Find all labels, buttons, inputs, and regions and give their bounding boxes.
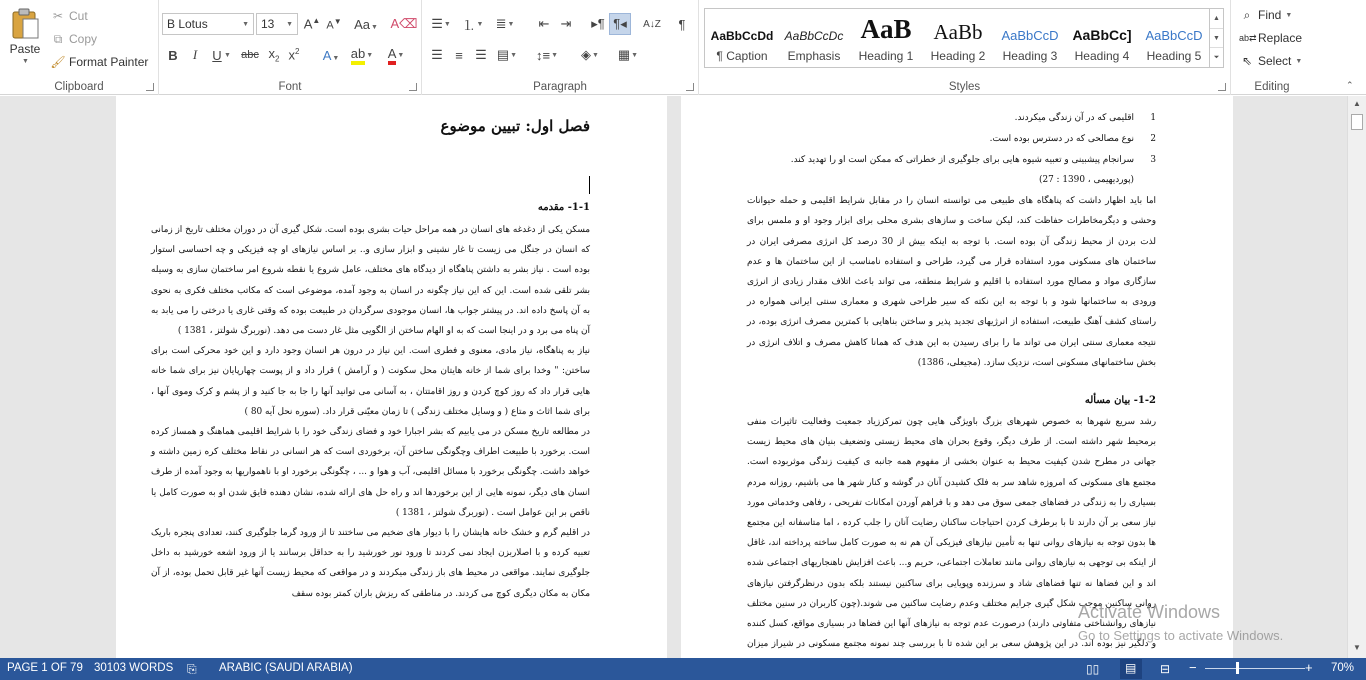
clipboard-group-label: Clipboard xyxy=(54,81,104,93)
activation-watermark-title: Activate Windows xyxy=(1078,602,1221,622)
clear-formatting-button[interactable] xyxy=(390,13,418,35)
replace-button[interactable] xyxy=(1239,31,1302,45)
paragraph: در اقلیم گرم و خشک خانه هایشان را با دیوار های ضخیم می ساختند تا از ورود گرما جلوگیری کنند، تعدادی پنجره باریک تعبیه کرده و با اصلاربزن ایجاد نمی کردند تا ورود نور خورشید را به حداقل برسانند یا از ورود اشعه خورشید به داخل جلوگیری نمایند. مواقعی در محیط های باز زندگی میکردند و در مواقعی که محیط زیست آنها غیر قابل تحمل بوده، از آن مکان به مکان دیگری کوچ می کردند. در مناطقی که ریزش باران کمتر بوده سقف xyxy=(151,528,590,599)
bold-icon: B xyxy=(168,47,178,63)
select-label: Select xyxy=(1258,54,1292,68)
paint-bucket-icon: ◈ xyxy=(581,47,592,62)
style-name: Heading 1 xyxy=(858,49,914,63)
style-preview: AaB xyxy=(860,14,912,44)
list-item xyxy=(747,150,1156,171)
status-bar xyxy=(0,658,1366,680)
scroll-up-icon[interactable]: ▲ xyxy=(1353,99,1361,108)
bold-button[interactable] xyxy=(162,44,184,66)
strikethrough-icon: abc xyxy=(241,49,259,61)
language-indicator[interactable]: ARABIC (SAUDI ARABIA) xyxy=(219,662,353,674)
numbering-icon: ⒈ xyxy=(462,17,476,33)
style-preview: AaBbCcDc xyxy=(784,29,844,43)
vertical-scrollbar[interactable] xyxy=(1347,96,1366,658)
list-text: سرانجام پیشبینی و تعبیه شیوه هایی برای جلوگیری از خطراتی که ممکن است او را تهدید کند. xyxy=(790,154,1134,165)
font-name-combo[interactable] xyxy=(162,13,254,35)
sort-button[interactable] xyxy=(641,13,663,35)
styles-scroll-down-icon[interactable]: ▼ xyxy=(1210,28,1223,47)
borders-icon: ▦ xyxy=(617,47,631,62)
paintbrush-icon: 🖌 xyxy=(50,55,66,69)
web-layout-icon[interactable]: ⊟ xyxy=(1160,662,1171,676)
scissors-icon: ✂ xyxy=(52,9,64,23)
multilevel-list-icon: ≣ xyxy=(495,16,507,31)
chevron-down-icon: ▼ xyxy=(1295,57,1303,65)
zoom-level[interactable]: 70% xyxy=(1331,662,1355,674)
list-item xyxy=(747,129,1156,150)
increase-indent-icon: ⇥ xyxy=(560,16,572,31)
show-marks-button[interactable] xyxy=(671,13,693,35)
style-preview: AaBbCc] xyxy=(1072,27,1132,43)
font-color-icon: A xyxy=(388,46,397,65)
eraser-icon: A⌫ xyxy=(390,16,418,31)
paste-label: Paste xyxy=(9,42,41,56)
style-heading-1[interactable] xyxy=(850,9,922,67)
list-number: 3 xyxy=(1150,154,1156,165)
cut-label: Cut xyxy=(69,9,88,23)
style-name: Heading 5 xyxy=(1146,49,1202,63)
numbering-button[interactable]: ⒈ ▼ xyxy=(458,13,488,35)
binoculars-icon: ⌕ xyxy=(1243,8,1251,22)
find-label: Find xyxy=(1258,8,1282,22)
collapse-ribbon-icon[interactable]: ⌃ xyxy=(1346,80,1354,90)
subscript-icon: $x_2$ xyxy=(268,46,280,64)
copy-icon: ⧉ xyxy=(53,32,63,46)
highlighter-icon: ab xyxy=(351,46,365,65)
line-spacing-icon: ↕≡ xyxy=(535,47,551,63)
bullets-icon: ☰ xyxy=(431,16,443,31)
font-size-combo[interactable] xyxy=(256,13,298,35)
italic-icon: I xyxy=(192,47,198,62)
chevron-down-icon: ▼ xyxy=(224,51,231,59)
multilevel-list-button[interactable]: ≣ ▼ xyxy=(495,16,515,31)
format-painter-label: Format Painter xyxy=(69,55,149,69)
underline-icon: U xyxy=(212,47,222,63)
styles-group-label: Styles xyxy=(948,81,981,93)
styles-launcher-icon[interactable] xyxy=(1218,83,1226,91)
print-layout-icon: ▤ xyxy=(1125,661,1137,675)
decrease-indent-icon: ⇤ xyxy=(538,16,550,31)
page-count[interactable]: PAGE 1 OF 79 xyxy=(7,662,83,674)
style-name: ¶ Caption xyxy=(716,49,768,63)
superscript-button[interactable] xyxy=(283,44,305,66)
text-cursor xyxy=(589,176,590,194)
font-launcher-icon[interactable] xyxy=(409,83,417,91)
align-center-button[interactable] xyxy=(448,44,470,66)
ltr-paragraph-icon: ▸¶ xyxy=(591,16,605,31)
find-button[interactable] xyxy=(1239,8,1292,22)
increase-indent-button[interactable] xyxy=(555,13,577,35)
copy-button[interactable] xyxy=(50,32,97,46)
chevron-down-icon: ▼ xyxy=(242,20,249,28)
style-heading-5[interactable] xyxy=(1138,9,1210,67)
paragraph: اما باید اظهار داشت که پناهگاه های طبیعی می توانسته انسان را در مقابل شرایط اقلیمی و حمله حیوانات وحشی و دیگرمخاطرات حفاظت کند، لیکن ساخت و سازهای بشری محلی برای ابزار وجود او و ملمس برای لذت بردن از محیط زندگی آن بوده است. با توجه به اینکه بیش از 30 درصد کل انرژی مصرفی ایران در ساختمان های مسکونی مورد استفاده قرار می گیرد، طراحی و استفاده نامناسب از این ساختمان ها و عدم سازگاری مواد و مصالح مورد استفاده با اقلیم و شرایط منطقه، می تواند باعث اتلاف مقدار زیادی از انرژی ورودی به ساختمانها شود و با توجه به این نکته که سیر طراحی شهری و معماری سنتی ایرانی همواره در راستای کشف آهنگ طبیعت، استفاده از انرژیهای تجدید پذیر و ساختن بناهایی با کمترین مصرف انرژی بوده، در نتیجه معماری سنتی ایران می تواند ما را برای رسیدن به این هدف که همانا کاهش مصرف و اتلاف انرژی در بخش ساختمانهای مسکونی است، نزدیک سازد. (مجیعلی، 1386) xyxy=(747,196,1156,368)
shrink-font-icon: A▼ xyxy=(326,16,342,32)
text-effects-button[interactable] xyxy=(317,44,345,66)
strikethrough-button[interactable] xyxy=(237,44,263,66)
cursor-icon: ⇖ xyxy=(1241,54,1253,68)
format-painter-button[interactable] xyxy=(50,55,148,69)
document-canvas xyxy=(0,96,1347,658)
align-center-icon: ≡ xyxy=(455,47,463,63)
style-name: Heading 4 xyxy=(1074,49,1130,63)
styles-scroll-up-icon[interactable]: ▲ xyxy=(1213,15,1220,22)
highlight-button[interactable]: ab ▼ xyxy=(347,44,377,66)
paragraph: رشد سریع شهرها به خصوص شهرهای بزرگ باویژگی هایی چون تمرکززیاد جمعیت وفعالیت تاثیرات منفی برمحیط شهر داشته است. از طرف دیگر، وقوع بحران های محیط زیستی وتضعیف بنیان های محیط زیست جهانی در مطرح شدن کیفیت محیط به عنوان بخشی از مفهوم همه جانبه ی کیفیت زندگی موثربوده است. مجتمع های مسکونی که امروزه شاهد سر به فلک کشیدن آنان در گوشه و کنار شهر ها می باشیم، روزانه مردم بسیاری را به زندگی در فضاهای جمعی سوق می دهد و با فراهم آوردن امکانات تفریحی ، رفاهی وخدماتی مورد نیاز سعی بر آن دارند تا با برطرف کردن احتیاجات ساکنان رضایت آنان را جلب کرده ، اما متاسفانه این مجتمع ها بدون توجه به نیازهای روانی تنها به تأمین نیازهای فیزیکی آن هم نه به صورت کامل ساخته پرداخته اند، غافل از اینکه بی توجهی به نیازهای روانی مانند تعاملات اجتماعی، حریم و... باعث افزایش ناهنجاریهای اجتماعی شده اند و این فضاها نه تنها فضاهای شاد و سرزنده وپویایی برای ساکنین نیستند بلکه بدون درنظرگرفتن نیازهای روانی ساکنین موجب شکل گیری جرایم مختلف وعدم رضایت ساکنین می شوند.(چون کاربران در سنین مختلف نیازهای روانشناختی متفاوتی دارند) درصورت عدم توجه به نیازهای آنها این فضاها در بسیاری مواقع، کسل کننده و دلگیر نیز بوده اند. در این پژوهش سعی بر این شده تا با بررسی چند نمونه مجتمع مسکونی در شیراز میزان xyxy=(747,417,1156,650)
citation: (پوردیهیمی ، 1390 : 27) xyxy=(1038,175,1134,186)
spacer xyxy=(747,373,1156,391)
editing-group-label: Editing xyxy=(1254,81,1290,93)
sort-icon: A↓Z xyxy=(643,18,661,30)
style-emphasis[interactable] xyxy=(778,9,850,67)
superscript-icon: $x^2$ xyxy=(288,47,300,63)
font-name-value: B Lotus xyxy=(167,17,208,31)
replace-label: Replace xyxy=(1258,31,1303,45)
paragraph-group-label: Paragraph xyxy=(533,81,587,93)
justify-button[interactable]: ▤ ▼ xyxy=(496,47,518,62)
paragraph-launcher-icon[interactable] xyxy=(686,83,694,91)
section-heading-intro: 1-1- مقدمه xyxy=(537,202,590,213)
paragraph: نیاز به پناهگاه، نیاز مادی، معنوی و فطری است. این نیاز در درون هر انسان وجود دارد و این خود محرکی است برای ساختن: " وخدا برای شما از خانه هایتان محل سکونت ( و آرامش ) قرار داد و از پوست چهارپایان نیز برای شما خانه هایی قرار داد که روز کوچ کردن و روز اقامتتان ، به آسانی می توانید آنها را جا به جا کنید و از پشم و کرک وموی آنها ، برای شما اثاث و متاع ( و وسایل مختلف زندگی ) تا زمان معیّنی قرار داد. (سوره نحل آیه 80 ) xyxy=(151,346,590,417)
italic-button[interactable] xyxy=(184,44,206,66)
font-group xyxy=(159,0,422,95)
style-heading-2[interactable] xyxy=(922,9,994,67)
section-heading-problem: 1-2- بیان مسأله xyxy=(1084,395,1156,407)
paste-button[interactable] xyxy=(6,6,44,65)
shading-button[interactable]: ◈ ▼ xyxy=(581,47,599,62)
page-2[interactable] xyxy=(681,96,1233,658)
scroll-down-icon[interactable]: ▼ xyxy=(1353,643,1361,652)
style-heading-3[interactable] xyxy=(994,9,1066,67)
font-color-button[interactable]: A ▼ xyxy=(381,44,411,66)
zoom-slider-thumb[interactable] xyxy=(1236,662,1239,674)
style-preview: AaBbCcD xyxy=(1001,28,1059,43)
read-mode-icon[interactable]: ▯▯ xyxy=(1086,662,1100,676)
page-1[interactable] xyxy=(116,96,667,658)
line-spacing-button[interactable]: ↕≡ ▼ xyxy=(535,47,559,63)
grow-font-button[interactable] xyxy=(301,13,323,35)
paragraph: در مطالعه تاریخ مسکن در می یابیم که بشر اجبارا خود و فضای زندگی خود را با شرایط اقلیمی هماهنگ و همساز کرده است. برخورد با طبیعت اطراف وچگونگی ساختن آن، برخوردی است که هر انسانی در نقاط مختلف کره زمین داشته و خواهد داشت. چگونگی برخورد با مسائل اقلیمی، آب و هوا و ... ، چگونگی برخورد او با ناهمواریها به وجود آمده از طرف انسان های دیگر، نمونه هایی از این برخوردها اند و راه حل های ارائه شده، نشان دهنده فایق شدن او به صورت کامل یا ناقص بر این عوامل است . (نوربرگ شولتز ، 1381 ) xyxy=(151,427,590,518)
list-number: 2 xyxy=(1150,133,1156,144)
editing-group xyxy=(1231,0,1313,95)
align-left-icon: ☰ xyxy=(431,47,443,62)
list-text: نوع مصالحی که در دسترس بوده است. xyxy=(989,133,1134,144)
change-case-button[interactable] xyxy=(351,13,381,35)
text-effects-icon: A▼ xyxy=(322,47,340,63)
style-heading-4[interactable] xyxy=(1066,9,1138,67)
style-preview: AaBbCcDd xyxy=(710,29,774,43)
rtl-direction-button[interactable] xyxy=(609,13,631,35)
select-button[interactable] xyxy=(1239,54,1302,68)
align-left-button[interactable] xyxy=(426,44,448,66)
pilcrow-icon: ¶ xyxy=(678,16,686,32)
print-layout-button[interactable] xyxy=(1120,659,1142,679)
underline-dropdown[interactable] xyxy=(222,44,232,66)
font-size-value: 13 xyxy=(261,17,275,31)
style-caption[interactable] xyxy=(706,9,778,67)
paragraph-group xyxy=(422,0,699,95)
ltr-direction-button[interactable] xyxy=(587,13,609,35)
styles-more-icon[interactable]: ⏷ xyxy=(1210,47,1223,66)
replace-icon: ab⇄ xyxy=(1239,32,1257,43)
paste-dropdown-icon[interactable]: ▼ xyxy=(22,58,29,65)
rtl-paragraph-icon: ¶◂ xyxy=(613,16,627,31)
activation-watermark-subtitle: Go to Settings to activate Windows. xyxy=(1078,628,1284,643)
clipboard-launcher-icon[interactable] xyxy=(146,83,154,91)
style-name: Heading 2 xyxy=(930,49,986,63)
change-case-icon: Aa▼ xyxy=(354,16,378,32)
cut-button[interactable] xyxy=(50,9,88,23)
bullets-button[interactable]: ☰ ▼ xyxy=(431,16,451,31)
font-group-label: Font xyxy=(278,81,302,93)
paragraph: مسکن یکی از دغدغه های انسان در همه مراحل حیات بشری بوده است. شکل گیری آن در دوران مختلف تاریخ از زمانی که انسان در جنگل می زیست تا غار نشینی و ابزار سازی و.. بر اساس نیازهای او چه فیزیکی و چه احساسی استوار بوده است . نیاز بشر به داشتن پناهگاه از دیدگاه های مختلف، عامل شروع یا نقطه شروع امر ساختمان سازی به وسیله بشر تلقی شده است. این که این نیاز چگونه در انسان به وجود آمده، موضوعی است که مکاتب مختلف فکری به نحوی به آن پاسخ داده اند. در پیشتر جواب ها، انسان موجودی سرگردان در طبیعت بوده که وقتی غاری یا درختی را می یابد به آن پناه می برد و در اینجا است که به او الهام ساختن از الگویی مثل غار دست می دهد. (نوربرگ شولتز ، 1381 ) xyxy=(151,225,590,337)
chevron-down-icon: ▼ xyxy=(286,20,293,28)
style-preview: AaBb xyxy=(933,20,983,44)
justify-icon: ▤ xyxy=(496,47,510,62)
list-text: اقلیمی که در آن زندگی میکردند. xyxy=(1014,113,1134,123)
clipboard-group xyxy=(0,0,159,95)
style-preview: AaBbCcD xyxy=(1145,28,1203,43)
style-name: Emphasis xyxy=(787,49,841,63)
shrink-font-button[interactable] xyxy=(323,13,345,35)
scroll-thumb[interactable] xyxy=(1351,114,1363,130)
style-name: Heading 3 xyxy=(1002,49,1058,63)
list-item xyxy=(747,108,1156,129)
chapter-title: فصل اول: تبیین موضوع xyxy=(440,117,590,135)
styles-scroll xyxy=(1209,9,1223,67)
cursor-line xyxy=(151,152,590,198)
zoom-in-icon[interactable]: + xyxy=(1305,660,1313,675)
align-right-icon: ☰ xyxy=(475,47,487,62)
align-right-button[interactable] xyxy=(470,44,492,66)
borders-button[interactable]: ▦ ▼ xyxy=(617,47,639,62)
subscript-button[interactable] xyxy=(263,44,285,66)
ribbon xyxy=(0,0,1366,95)
decrease-indent-button[interactable] xyxy=(533,13,555,35)
proofing-icon[interactable]: ⎘ xyxy=(187,662,197,676)
list-number: 1 xyxy=(1150,113,1156,123)
zoom-out-icon[interactable]: − xyxy=(1189,660,1197,675)
grow-font-icon: A▲ xyxy=(303,16,321,32)
chevron-down-icon: ▼ xyxy=(1285,11,1293,19)
paste-icon xyxy=(10,6,40,40)
styles-gallery xyxy=(704,8,1224,68)
word-count[interactable]: 30103 WORDS xyxy=(94,662,174,674)
copy-label: Copy xyxy=(69,32,98,46)
zoom-slider[interactable] xyxy=(1205,668,1305,669)
